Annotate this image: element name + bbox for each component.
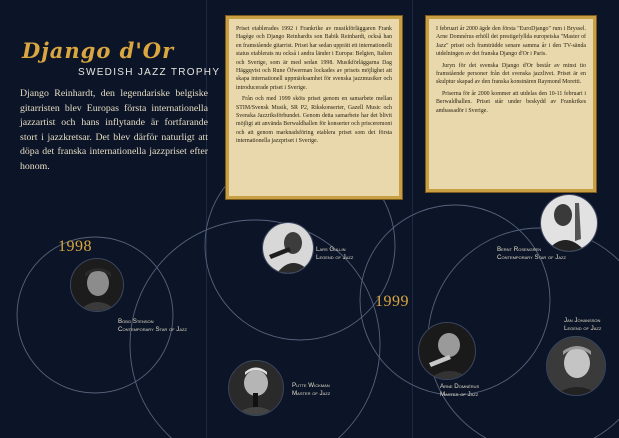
awardee-name: Bernt Rosengren bbox=[497, 246, 542, 253]
award-title: Master of Jazz bbox=[292, 390, 331, 397]
portrait-photo-icon bbox=[71, 259, 123, 311]
portrait-putte-wickman bbox=[228, 360, 284, 416]
eurodjango-card bbox=[426, 16, 596, 192]
portrait-lars-gullin bbox=[262, 222, 314, 274]
caption-bernt-rosengren bbox=[497, 246, 566, 262]
portrait-bobo-stenson bbox=[70, 258, 124, 312]
portrait-bernt-rosengren bbox=[540, 194, 598, 252]
clarinetist-photo-icon bbox=[229, 361, 283, 415]
year-label-1998: 1998 bbox=[58, 238, 92, 255]
caption-lars-gullin bbox=[316, 246, 353, 262]
intro-text: Django Reinhardt, den legendariske belgiske gitarristen blev Europas första internationella jazzartist och hans inflytande är fortfarande stort i jazzkretsar. Det blev därför naturligt att döpa det franska internationella jazzpriset efter honom. bbox=[20, 88, 208, 172]
saxophonist-photo-icon bbox=[541, 195, 597, 251]
award-title: Contemporary Star of Jazz bbox=[118, 326, 187, 333]
brand-subtitle: SWEDISH JAZZ TROPHY bbox=[78, 67, 221, 78]
history-card bbox=[226, 16, 402, 199]
saxophonist-photo-icon bbox=[263, 223, 313, 273]
awardee-name: Bobo Stenson bbox=[118, 318, 154, 325]
portrait-arne-domnerus bbox=[418, 322, 476, 380]
awardee-name: Jan Johansson bbox=[564, 317, 601, 324]
caption-bobo-stenson bbox=[118, 318, 187, 334]
year-label-1999: 1999 bbox=[375, 293, 409, 310]
award-title: Legend of Jazz bbox=[564, 325, 602, 332]
portrait-photo-icon bbox=[547, 337, 605, 395]
card-paragraph: Priset etablerades 1992 i Frankrike av musikförläggaren Frank Hagège och Django Reinhardts son Babik Reinhardt, också han en framstående gitarrist. Priset har sedan upprätt ett internationellt status etablerats nu också i andra länder i Europa: Belgien, Italien och Sverige, som är med sedan 1998. Musikförläggarna Dag Häggqvist och Rune Öfwerman lockades av prisets möjlighet att skapa internationell uppmärksamhet för svenska jazzmusiker och introducerade priset i Sverige. bbox=[236, 26, 392, 91]
award-title: Legend of Jazz bbox=[316, 254, 354, 261]
caption-jan-johansson bbox=[564, 317, 601, 333]
saxophonist-photo-icon bbox=[419, 323, 475, 379]
card-paragraph: Priserna för år 2000 kommer att utdelas den 10-11 februari i Berwaldhallen. Priset står under beskydd av Frankrikes ambassadör i Sverige. bbox=[436, 90, 586, 114]
card-paragraph: Juryn för det svenska Django d'Or består av minst tio framstående personer från det svenska jazzlivet. Priset är en skulptur skapad av den franska konstnären Raymond Moretti. bbox=[436, 62, 586, 86]
portrait-jan-johansson bbox=[546, 336, 606, 396]
card-paragraph: I februari år 2000 ägde den första "EuroDjango" rum i Bryssel. Arne Domnérus erhöll det prestigefyllda europeiska "Master of Jazz" priset och framträdde senare samma år i den TV-sända utdelningen av det franska Django d'Or i Paris. bbox=[436, 26, 586, 58]
caption-arne-domnerus bbox=[440, 383, 479, 399]
awardee-name: Arne Domnérus bbox=[440, 383, 480, 390]
awardee-name: Putte Wickman bbox=[292, 382, 330, 389]
brand-title: Django d'Or bbox=[22, 38, 175, 63]
award-title: Master of Jazz bbox=[440, 391, 479, 398]
awardee-name: Lars Gullin bbox=[316, 246, 346, 253]
award-title: Contemporary Star of Jazz bbox=[497, 254, 566, 261]
card-paragraph: Från och med 1999 sköts priset genom en samarbete mellan STIM/Svensk Musik, SR P2, Rikskonserter, Gazell Music och Svenska Jazzriksförbundet. Genom detta samarbete har det blivit möjligt att använda Berwaldhallen för konserter och prisceremoni och att genom marknadsföring etablera priset som det första internationella jazzpriset i Sverige. bbox=[236, 96, 392, 145]
caption-putte-wickman bbox=[292, 382, 330, 398]
